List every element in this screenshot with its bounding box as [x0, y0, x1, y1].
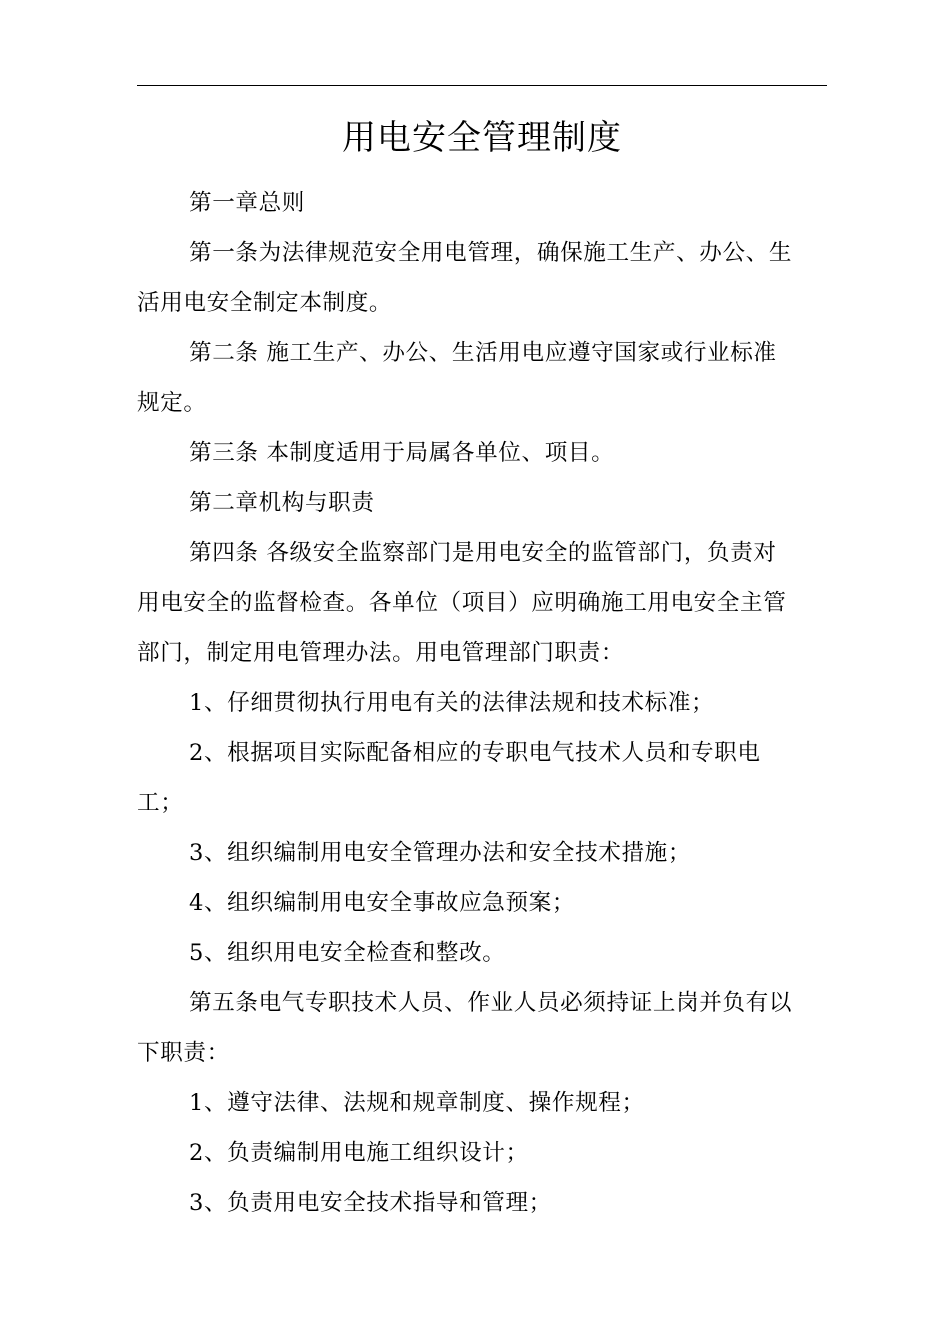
paragraph-line: 1、遵守法律、法规和规章制度、操作规程；	[189, 1090, 645, 1116]
paragraph-line: 3、组织编制用电安全管理办法和安全技术措施；	[189, 840, 692, 866]
paragraph-line: 第二条 施工生产、办公、生活用电应遵守国家或行业标准	[189, 340, 777, 366]
paragraph-line: 下职责：	[137, 1040, 230, 1066]
paragraph-line: 规定。	[137, 390, 207, 416]
paragraph-line: 4、组织编制用电安全事故应急预案；	[189, 890, 576, 916]
paragraph-article-1	[137, 228, 827, 328]
paragraph-article-2	[137, 328, 827, 428]
paragraph-line: 2、负责编制用电施工组织设计；	[189, 1140, 529, 1166]
paragraph-line: 5、组织用电安全检查和整改。	[189, 940, 506, 966]
paragraph-line: 第四条 各级安全监察部门是用电安全的监管部门，负责对	[189, 540, 777, 566]
paragraph-chapter-2	[137, 478, 827, 528]
list-item	[137, 1178, 827, 1228]
paragraph-article-3	[137, 428, 827, 478]
paragraph-line: 活用电安全制定本制度。	[137, 290, 393, 316]
paragraph-line: 2、根据项目实际配备相应的专职电气技术人员和专职电	[189, 740, 761, 766]
list-item	[137, 828, 827, 878]
document-title: 用电安全管理制度	[342, 118, 622, 158]
list-item	[137, 1078, 827, 1128]
list-item	[137, 678, 827, 728]
paragraph-chapter-1	[137, 178, 827, 228]
paragraph-line: 第三条 本制度适用于局属各单位、项目。	[189, 440, 615, 466]
header-rule	[137, 85, 827, 86]
paragraph-line: 第二章机构与职责	[189, 490, 375, 516]
paragraph-line: 部门，制定用电管理办法。用电管理部门职责：	[137, 640, 625, 666]
list-item	[137, 728, 827, 828]
paragraph-line: 第一条为法律规范安全用电管理，确保施工生产、办公、生	[189, 240, 793, 266]
paragraph-line: 工；	[137, 790, 184, 816]
list-item	[137, 1128, 827, 1178]
list-item	[137, 878, 827, 928]
paragraph-line: 3、负责用电安全技术指导和管理；	[189, 1190, 552, 1216]
paragraph-line: 第一章总则	[189, 190, 305, 216]
paragraph-article-5	[137, 978, 827, 1078]
list-item	[137, 928, 827, 978]
paragraph-line: 用电安全的监督检查。各单位（项目）应明确施工用电安全主管	[137, 590, 787, 616]
paragraph-line: 1、仔细贯彻执行用电有关的法律法规和技术标准；	[189, 690, 715, 716]
paragraph-article-4	[137, 528, 827, 678]
document-body	[137, 178, 827, 1228]
paragraph-line: 第五条电气专职技术人员、作业人员必须持证上岗并负有以	[189, 990, 793, 1016]
